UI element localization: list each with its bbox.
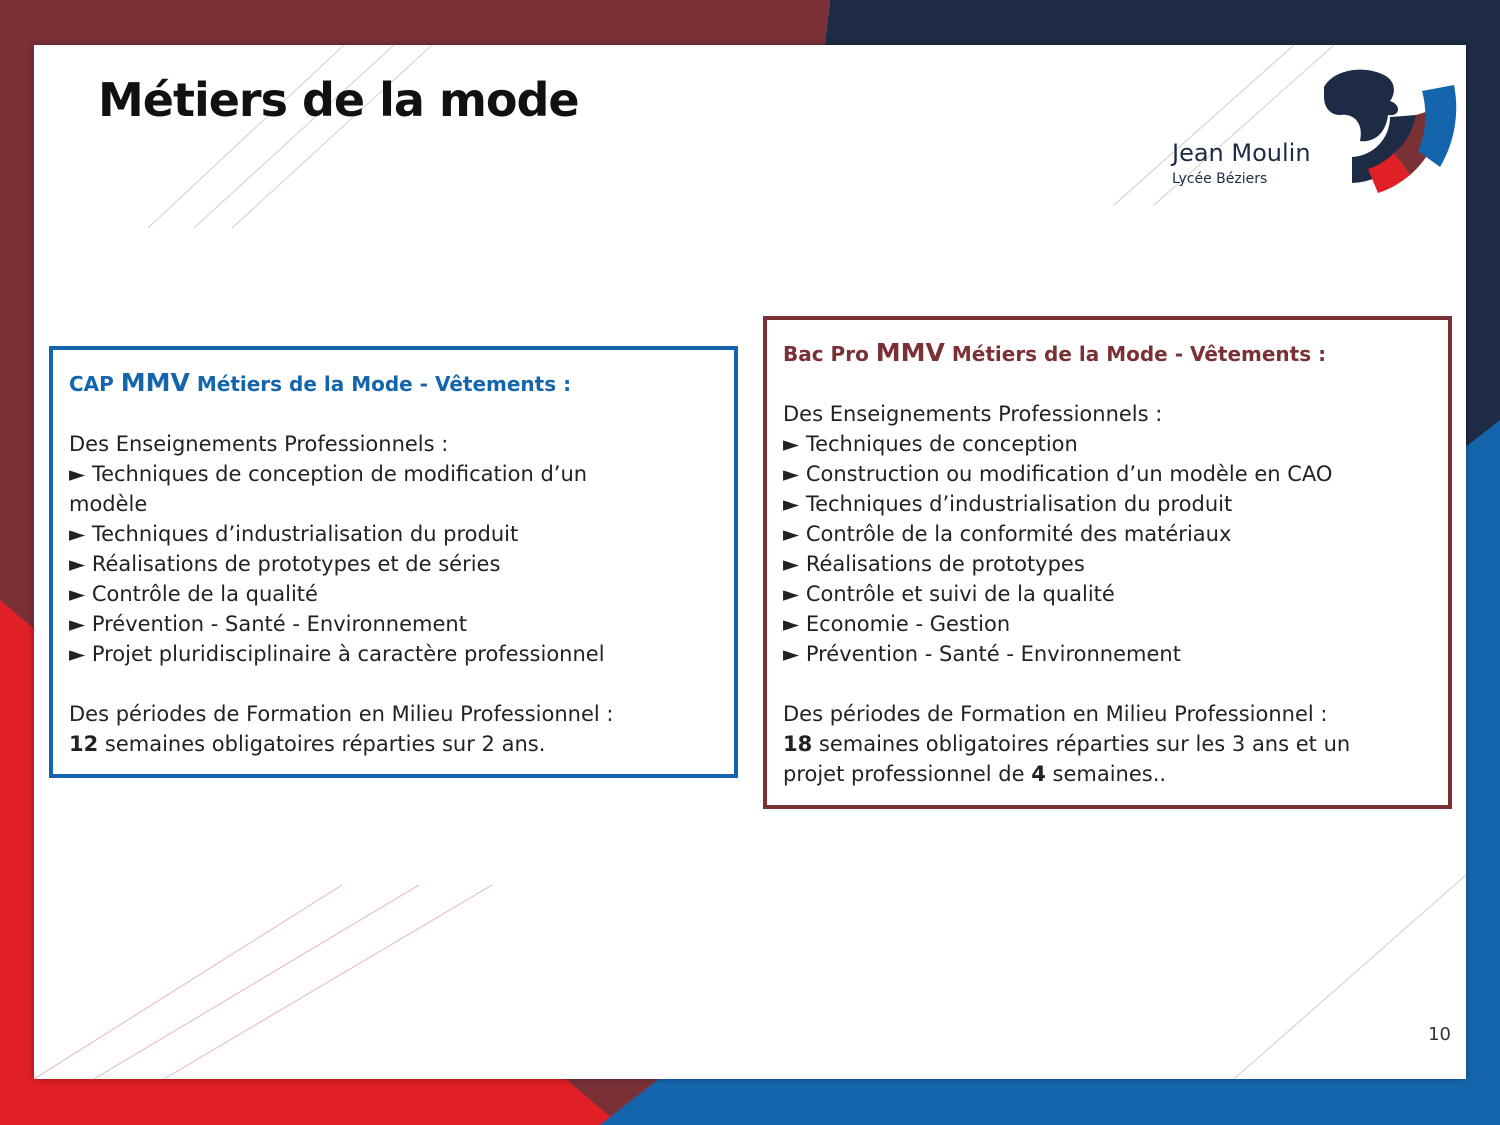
cap-heading-prefix: CAP xyxy=(69,372,121,396)
cap-pfmp-weeks: 12 xyxy=(69,732,99,756)
bac-pfmp-rest-2a: projet professionnel de xyxy=(783,762,1032,786)
list-item: ► Economie - Gestion xyxy=(783,612,1011,636)
page-number: 10 xyxy=(1428,1024,1451,1045)
list-item: ► Prévention - Santé - Environnement xyxy=(69,612,467,636)
list-item: ► Construction ou modification d’un modèle en CAO xyxy=(783,462,1333,486)
cap-pfmp-title: Des périodes de Formation en Milieu Professionnel : xyxy=(69,702,614,726)
bac-pfmp-detail-2 xyxy=(783,759,1432,789)
bac-project-weeks: 4 xyxy=(1031,762,1046,786)
cap-mmv-box xyxy=(49,346,738,778)
cap-heading-acronym: MMV xyxy=(120,368,190,397)
list-item: ► Projet pluridisciplinaire à caractère professionnel xyxy=(69,642,605,666)
bac-pfmp-weeks: 18 xyxy=(783,732,813,756)
list-item: ► Contrôle et suivi de la qualité xyxy=(783,582,1115,606)
bac-pfmp-rest-2b: semaines.. xyxy=(1045,762,1167,786)
bac-heading-suffix: Métiers de la Mode - Vêtements : xyxy=(944,342,1327,366)
cap-pfmp-detail xyxy=(69,729,718,759)
list-item: modèle xyxy=(69,492,148,516)
list-item: ► Contrôle de la qualité xyxy=(69,582,318,606)
bac-heading-acronym: MMV xyxy=(875,338,945,367)
list-item: ► Prévention - Santé - Environnement xyxy=(783,642,1181,666)
bac-pfmp-rest: semaines obligatoires réparties sur les 3 ans et un xyxy=(812,732,1351,756)
list-item: ► Techniques d’industrialisation du produit xyxy=(783,492,1233,516)
bac-heading xyxy=(783,338,1432,369)
list-item: ► Réalisations de prototypes et de séries xyxy=(69,552,501,576)
bac-pfmp-title: Des périodes de Formation en Milieu Professionnel : xyxy=(783,702,1328,726)
list-item: ► Techniques d’industrialisation du produit xyxy=(69,522,519,546)
list-item: ► Techniques de conception xyxy=(783,432,1078,456)
cap-pfmp-rest: semaines obligatoires réparties sur 2 ans. xyxy=(98,732,546,756)
bac-pro-mmv-box xyxy=(763,316,1452,809)
slide-canvas xyxy=(34,45,1466,1079)
page-title: Métiers de la mode xyxy=(98,73,579,127)
cap-heading xyxy=(69,368,718,399)
cap-section-title: Des Enseignements Professionnels : xyxy=(69,432,449,456)
list-item: ► Réalisations de prototypes xyxy=(783,552,1085,576)
bac-pfmp-detail xyxy=(783,729,1432,759)
logo-name: Jean Moulin xyxy=(1172,139,1311,167)
logo-subtitle: Lycée Béziers xyxy=(1172,171,1268,187)
list-item: ► Techniques de conception de modification d’un xyxy=(69,462,588,486)
list-item: ► Contrôle de la conformité des matériaux xyxy=(783,522,1232,546)
cap-heading-suffix: Métiers de la Mode - Vêtements : xyxy=(189,372,572,396)
bac-heading-prefix: Bac Pro xyxy=(783,342,876,366)
bac-section-title: Des Enseignements Professionnels : xyxy=(783,402,1163,426)
